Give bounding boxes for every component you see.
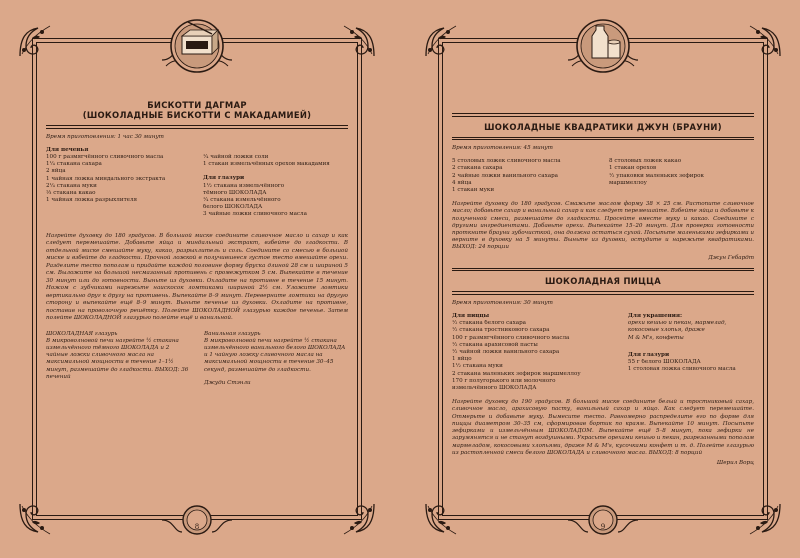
prep-time: Время приготовления: 30 минут xyxy=(452,299,553,306)
ingredient: 2 стакана сахара xyxy=(452,165,503,172)
ingredients-right xyxy=(628,313,754,392)
author: Джун Гебардт xyxy=(708,254,754,261)
ingredient: 4 яйца xyxy=(452,179,472,186)
ingredient: 2 стакана маленьких зефирок маршмеллоу xyxy=(452,370,581,377)
ingredient: 170 г полугорького или молочного xyxy=(452,377,556,384)
section-heading: ШОКОЛАДНАЯ глазурь xyxy=(46,330,118,337)
ingredient: ⅓ стакана какао xyxy=(46,189,96,196)
chocolate-glaze xyxy=(46,331,190,387)
ingredient: 55 г белого ШОКОЛАДА xyxy=(627,359,701,366)
ingredient: 100 г размягчённого сливочного масла xyxy=(452,334,570,341)
divider xyxy=(452,291,754,295)
ingredient: 8 столовых ложек какао xyxy=(609,158,682,165)
ingredient: 1 стакан измельчённых орехов макадамия xyxy=(203,161,330,168)
divider xyxy=(452,137,754,141)
ingredient: орехи кешью и пекан, мармелад, xyxy=(627,320,727,327)
instructions: Нагрейте духовку до 180 градусов. В большой миске соедините сливочное масло и сахар и как следует перемешайте. Добавьте яйца и миндальный экстракт, взбейте до гладкости. В отдельной миске смешайте муку, какао, разрыхлитель и соль. Соедините со смесью в большой миске и взбейте до гладкости. Прочной ложкой в получившееся густое тесто вмешайте орехи. Разделите тесто пополам и придайте каждой половине форму бруска длиной 28 см и шириной 5 см. Выложите на большой несмазанный противень с промежутком 5 см. Выпекайте в течение 30 минут или до готовности. Выньте из духовки. Охладите на противне в течение 15 минут. Ножом с зубчиками нарежьте наискосок ломтиками шириной 2½ см. Уложите ломтики вертикально друг к другу на противень. Выпекайте 8–9 минут. Переверните ломтики на другую сторону и выпекайте ещё 8–9 минут. Выньте печенье из духовки. Охладите на противне, поставив на проволочную решётку. Полейте ШОКОЛАДНОЙ глазурью каждое печенье. Затем полейте ШОКОЛАДНОЙ глазурью полейте ещё и ванильной. xyxy=(46,232,348,322)
ingredient: 2 чайные ложки ванильного сахара xyxy=(452,172,559,179)
ingredient: ½ стакана арахисовой пасты xyxy=(452,341,538,348)
ingredient: ½ стакана белого сахара xyxy=(452,320,526,327)
ingredient: 1 стакан орехов xyxy=(609,165,657,172)
ingredient: 3 чайные ложки сливочного масла xyxy=(203,211,307,218)
right-page xyxy=(424,12,782,544)
ingredient: ½ упаковки маленьких зефирок xyxy=(609,172,704,179)
ingredient: тёмного ШОКОЛАДА xyxy=(203,189,267,196)
ingredient: 1 яйцо xyxy=(452,356,472,363)
glaze-text: В микроволновой печи нагрейте ½ стакана измельчённого тёмного ШОКОЛАДА и 2 чайные ложки сливочного масла на максимальной мощности в течение 1–1½ минут, размешайте до гладкости. ВЫХОД: 36 печений xyxy=(46,337,189,380)
ingredient: 1 чайная ложка миндального экстракта xyxy=(46,175,166,182)
ingredient: измельчённого ШОКОЛАДА xyxy=(452,385,537,392)
ingredient: 1½ стакана муки xyxy=(452,363,503,370)
ingredient: 1 столовая ложка сливочного масла xyxy=(627,366,736,373)
butter-illustration-icon xyxy=(160,14,234,78)
section-heading: Ванильная глазурь xyxy=(204,330,261,337)
ingredient: M & M's, конфеты xyxy=(627,334,684,341)
instructions: Нагрейте духовку до 190 градусов. В большой миске соедините белый и тростниковый сахар, сливочное масло, арахисовую пасту, ванильный сахар и яйцо. Как следует перемешайте. Отмерьте и добавьте муку. Вымесите тесто. Равномерно распределите его по форме для пиццы диаметром 30–35 см, сформировав бортик по краям. Выпекайте 10 минут. Посыпьте зефирками и измельчённым ШОКОЛАДОМ. Выпекайте ещё 5–8 минут, пока зефирки не зарумянятся и не станут воздушными. Украсьте орехами кешью и пекан, разрезанными пополам мармеладом, кокосовыми хлопьями, драже M & M's, кусочками конфет и т. д. Полейте глазурью из растопленной смеси белого ШОКОЛАДА и сливочного масла. ВЫХОД: 8 порций xyxy=(452,399,754,456)
ingredient: ¼ чайной ложки соли xyxy=(203,153,269,160)
page-number: 9 xyxy=(600,523,606,531)
ingredient: 1 чайная ложка разрыхлителя xyxy=(46,197,138,204)
ingredient: 1 стакан муки xyxy=(452,187,495,194)
corner-ornament-icon xyxy=(18,24,52,58)
prep-time: Время приготовления: 45 минут xyxy=(452,145,553,151)
corner-ornament-icon xyxy=(342,24,376,58)
author: Джуди Стэнли xyxy=(204,379,251,386)
ingredient: 5 столовых ложек сливочного масла xyxy=(452,158,561,165)
ingredient: маршмеллоу xyxy=(609,179,647,186)
bottom-medallion-icon xyxy=(160,480,234,544)
ingredients xyxy=(452,313,754,392)
prep-time: Время приготовления: 1 час 30 минут xyxy=(46,133,164,140)
section-heading: Для пиццы xyxy=(452,313,490,320)
divider xyxy=(452,268,754,272)
recipe-brownies xyxy=(452,108,754,467)
corner-ornament-icon xyxy=(424,24,458,58)
ingredient: 100 г размягчённого сливочного масла xyxy=(46,153,164,160)
glaze-text: В микроволновой печи нагрейте ½ стакана измельчённого ванильного белого ШОКОЛАДА и 1 чайную ложку сливочного масла на максимальной мощности в течение 30–45 секунд, размешайте до гладкости. xyxy=(204,337,346,373)
ingredients-right xyxy=(203,147,348,219)
ingredient: ½ стакана тростникового сахара xyxy=(452,327,550,334)
recipe-title: БИСКОТТИ ДАГМАР xyxy=(147,100,247,110)
instructions: Нагрейте духовку до 180 градусов. Смажьте маслом форму 38 × 25 см. Растопите сливочное масло; добавьте сахар и ванильный сахар и как следует перемешайте. Взбейте яйца и добавьте к полученной смеси, размешайте до гладкости. Просейте вместе муку и какао. Соедините с другими ингредиентами. Добавьте орехи. Выпекайте 15–20 минут. Для проверки готовности проткните брауни зубочисткой, она должна остаться сухой. Посыпьте маленькими зефирками и верните в духовку на 5 минуты. Выньте из духовки, остудите и нарежьте квадратиками. ВЫХОД: 24 порции xyxy=(452,201,754,251)
ingredients xyxy=(46,147,348,219)
section-heading: Для печенья xyxy=(46,146,89,153)
ingredient: 2¼ стакана муки xyxy=(46,182,97,189)
section-heading: Для глазури xyxy=(627,351,670,358)
divider xyxy=(452,113,754,117)
ingredient: кокосовые хлопья, драже xyxy=(627,327,705,334)
recipe-subtitle: (ШОКОЛАДНЫЕ БИСКОТТИ С МАКАДАМИЕЙ) xyxy=(82,110,312,120)
recipe-title: ШОКОЛАДНАЯ ПИЦЦА xyxy=(544,276,662,287)
ingredients-left xyxy=(452,313,616,392)
vanilla-glaze xyxy=(204,331,348,387)
glaze-recipes xyxy=(46,331,348,387)
recipe-title: ШОКОЛАДНЫЕ КВАДРАТИКИ ДЖУН (БРАУНИ) xyxy=(484,121,722,132)
section-heading: Для глазури xyxy=(203,175,245,182)
left-page xyxy=(18,12,376,544)
ingredient: 2 яйца xyxy=(46,168,66,175)
ingredients-left xyxy=(452,158,597,194)
section-heading: Для украшения: xyxy=(627,313,683,320)
ingredients xyxy=(452,158,754,194)
recipe-biscotti xyxy=(46,100,348,387)
ingredient: белого ШОКОЛАДА xyxy=(203,204,263,211)
ingredient: 1½ стакана измельчённого xyxy=(203,182,285,189)
author: Шерил Ворц xyxy=(716,459,754,466)
milk-jug-illustration-icon xyxy=(566,14,640,78)
bottom-medallion-icon xyxy=(566,480,640,544)
ingredients-right xyxy=(609,158,754,194)
ingredient: ¼ стакана измельчённого xyxy=(203,196,281,203)
ingredients-left xyxy=(46,147,191,219)
ingredient: ½ чайной ложки ванильного сахара xyxy=(452,349,560,356)
ingredient: 1¼ стакана сахара xyxy=(46,161,102,168)
divider xyxy=(46,125,348,129)
corner-ornament-icon xyxy=(748,24,782,58)
page-number: 8 xyxy=(194,523,200,531)
